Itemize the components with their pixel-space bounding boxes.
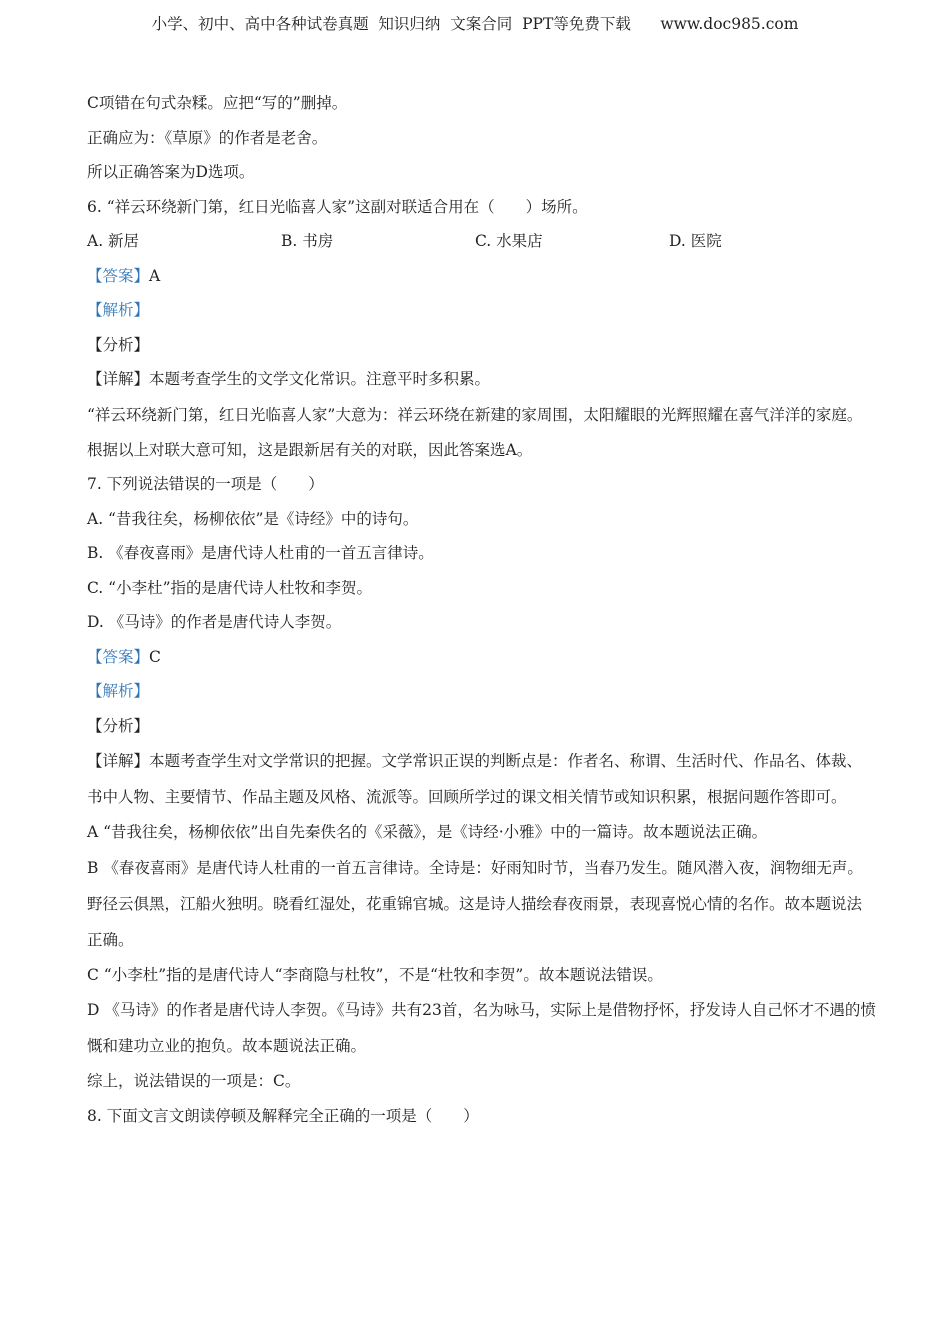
q5-tail-line: C项错在句式杂糅。应把“写的”删掉。 — [87, 94, 348, 112]
q6-option-a: A. 新居 — [87, 232, 140, 250]
q7-explain-d: D 《马诗》的作者是唐代诗人李贺。《马诗》共有23首，名为咏马，实际上是借物抒怀，抒发诗人自己怀才不遇的愤慨和建功立业的抱负。故本题说法正确。 — [87, 1001, 876, 1055]
q6-option-c: C. 水果店 — [475, 232, 543, 250]
q5-tail-line: 正确应为：《草原》的作者是老舍。 — [87, 128, 328, 147]
q7-explain-a: A “昔我往矣，杨柳依依”出自先秦佚名的《采薇》，是《诗经·小雅》中的一篇诗。故本题说法正确。 — [87, 823, 768, 841]
page-header: 小学、初中、高中各种试卷真题 知识归纳 文案合同 PPT等免费下载 www.doc985.com — [151, 15, 799, 33]
answer-value: C — [149, 647, 161, 666]
q6-analysis-tag: 【解析】 — [87, 301, 150, 319]
q7-summary: 综上，说法错误的一项是：C。 — [87, 1072, 301, 1090]
q7-analysis-tag: 【解析】 — [87, 682, 150, 700]
q7-option-b: B. 《春夜喜雨》是唐代诗人杜甫的一首五言律诗。 — [87, 544, 434, 562]
q5-tail-line: 所以正确答案为D选项。 — [87, 163, 255, 181]
q7-option-d: D. 《马诗》的作者是唐代诗人李贺。 — [87, 613, 342, 631]
q6-option-d: D. 医院 — [669, 232, 722, 250]
q7-option-a: A. “昔我往矣，杨柳依依”是《诗经》中的诗句。 — [87, 509, 419, 528]
answer-tag: 【答案】 — [87, 647, 150, 666]
q6-fenxi: 【分析】 — [87, 335, 150, 354]
q6-detail — [87, 362, 877, 397]
q7-fenxi: 【分析】 — [87, 716, 150, 735]
q6-stem: 6. “祥云环绕新门第，红日光临喜人家”这副对联适合用在（ ）场所。 — [87, 197, 588, 216]
q6-options — [87, 224, 877, 259]
q6-answer — [87, 259, 877, 294]
q6-conclusion: 根据以上对联大意可知，这是跟新居有关的对联，因此答案选A。 — [87, 440, 533, 459]
answer-tag: 【答案】 — [87, 266, 150, 285]
q7-detail — [87, 743, 877, 815]
q6-option-b: B. 书房 — [281, 232, 334, 250]
detail-text: 本题考查学生对文学常识的把握。文学常识正误的判断点是：作者名、称谓、生活时代、作品名、体裁、书中人物、主要情节、作品主题及风格、流派等。回顾所学过的课文相关情节或知识积累，根据问题作答即可。 — [87, 752, 863, 806]
detail-text: 本题考查学生的文学文化常识。注意平时多积累。 — [149, 370, 491, 388]
q6-explain: “祥云环绕新门第，红日光临喜人家”大意为：祥云环绕在新建的家周围，太阳耀眼的光辉照耀在喜气洋洋的家庭。 — [87, 405, 863, 424]
q7-explain-c: C “小李杜”指的是唐代诗人“李商隐与杜牧”，不是“杜牧和李贺”。故本题说法错误。 — [87, 965, 663, 984]
answer-value: A — [149, 266, 161, 285]
detail-tag: 【详解】 — [87, 752, 150, 770]
q7-stem: 7. 下列说法错误的一项是（ ） — [87, 475, 324, 493]
q7-answer — [87, 640, 877, 675]
q7-explain-b: B 《春夜喜雨》是唐代诗人杜甫的一首五言律诗。全诗是：好雨知时节，当春乃发生。随风潜入夜，润物细无声。野径云俱黑，江船火独明。晓看红湿处，花重锦官城。这是诗人描绘春夜雨景，表现喜悦心情的名作。故本题说法正确。 — [87, 858, 863, 949]
q8-stem: 8. 下面文言文朗读停顿及解释完全正确的一项是（ ） — [87, 1106, 479, 1125]
detail-tag: 【详解】 — [87, 370, 150, 388]
q7-option-c: C. “小李杜”指的是唐代诗人杜牧和李贺。 — [87, 578, 373, 597]
document-body — [87, 86, 877, 1133]
